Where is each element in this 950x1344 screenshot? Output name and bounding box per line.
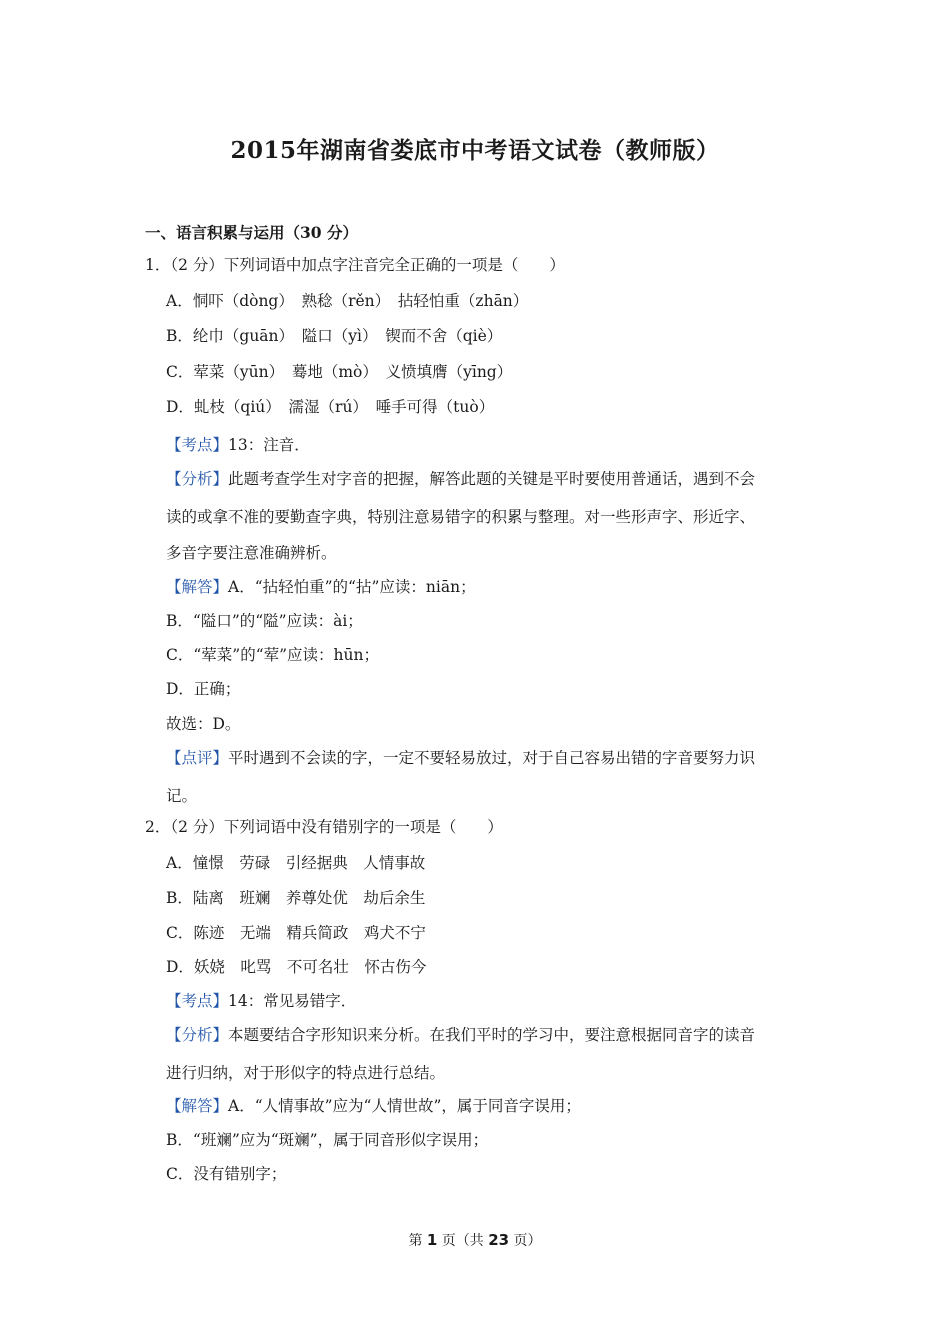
fenxi-tag: 【分析】 bbox=[166, 470, 229, 488]
question-1-option-a: A．恫吓（dòng） 熟稔（rěn） 拈轻怕重（zhān） bbox=[166, 292, 529, 310]
footer-prefix: 第 bbox=[408, 1233, 427, 1249]
question-2-jieda bbox=[166, 1096, 581, 1116]
kaodian-tag: 【考点】 bbox=[166, 436, 229, 454]
question-2-fenxi bbox=[166, 1025, 755, 1045]
page-number: 1 bbox=[426, 1231, 438, 1249]
kaodian-text: 13：注音． bbox=[228, 436, 310, 454]
page-title: 2015年湖南省娄底市中考语文试卷（教师版） bbox=[230, 137, 720, 164]
question-1-dianping-line-2: 记。 bbox=[166, 787, 198, 805]
fenxi-text: 此题考查学生对字音的把握，解答此题的关键是平时要使用普通话，遇到不会 bbox=[228, 470, 756, 488]
jieda-tag: 【解答】 bbox=[166, 578, 229, 596]
footer-middle: 页（共 bbox=[437, 1233, 489, 1249]
question-1-kaodian bbox=[166, 435, 310, 455]
dianping-tag: 【点评】 bbox=[166, 749, 229, 767]
question-1-fenxi-line-2: 读的或拿不准的要勤查字典，特别注意易错字的积累与整理。对一些形声字、形近字、 bbox=[166, 508, 756, 526]
jieda-text: A．“拈轻怕重”的“拈”应读：niān； bbox=[228, 578, 476, 596]
question-2-jieda-line-3: C．没有错别字； bbox=[166, 1165, 287, 1183]
page-footer bbox=[0, 1230, 950, 1250]
footer-suffix: 页） bbox=[509, 1233, 542, 1249]
question-1-fenxi-line-3: 多音字要注意准确辨析。 bbox=[166, 544, 337, 562]
kaodian-tag: 【考点】 bbox=[166, 992, 229, 1010]
question-1-fenxi bbox=[166, 469, 755, 489]
fenxi-tag: 【分析】 bbox=[166, 1026, 229, 1044]
question-1-jieda-line-4: D．正确； bbox=[166, 680, 241, 698]
question-1-stem: 1．（2 分）下列词语中加点字注音完全正确的一项是（ ） bbox=[145, 256, 565, 274]
question-2-option-a: A．憧憬 劳碌 引经据典 人情事故 bbox=[166, 854, 426, 872]
question-1-dianping bbox=[166, 748, 755, 768]
question-1-jieda-line-2: B．“隘口”的“隘”应读：ài； bbox=[166, 612, 363, 630]
jieda-text: A．“人情事故”应为“人情世故”，属于同音字误用； bbox=[228, 1097, 581, 1115]
jieda-tag: 【解答】 bbox=[166, 1097, 229, 1115]
section-heading: 一、语言积累与运用（30 分） bbox=[145, 223, 358, 242]
dianping-text: 平时遇到不会读的字，一定不要轻易放过，对于自己容易出错的字音要努力识 bbox=[228, 749, 756, 767]
question-2-stem: 2．（2 分）下列词语中没有错别字的一项是（ ） bbox=[145, 818, 503, 836]
question-2-option-b: B．陆离 班斓 养尊处优 劫后余生 bbox=[166, 889, 426, 907]
question-2-jieda-line-2: B．“班斓”应为“斑斓”，属于同音形似字误用； bbox=[166, 1131, 489, 1149]
question-1-option-d: D．虬枝（qiú） 濡湿（rú） 唾手可得（tuò） bbox=[166, 398, 495, 416]
question-2-option-d: D．妖娆 叱骂 不可名壮 怀古伤今 bbox=[166, 958, 427, 976]
fenxi-text: 本题要结合字形知识来分析。在我们平时的学习中，要注意根据同音字的读音 bbox=[228, 1026, 756, 1044]
question-2-kaodian bbox=[166, 991, 356, 1011]
question-1-option-c: C．荤菜（yūn） 蓦地（mò） 义愤填膺（yīng） bbox=[166, 363, 513, 381]
question-1-jieda bbox=[166, 577, 476, 597]
question-2-fenxi-line-2: 进行归纳，对于形似字的特点进行总结。 bbox=[166, 1064, 446, 1082]
question-2-option-c: C．陈迹 无端 精兵简政 鸡犬不宁 bbox=[166, 924, 426, 942]
page-total: 23 bbox=[488, 1231, 510, 1249]
question-1-jieda-line-3: C．“荤菜”的“荤”应读：hūn； bbox=[166, 646, 380, 664]
question-1-option-b: B．纶巾（guān） 隘口（yì） 锲而不舍（qiè） bbox=[166, 327, 503, 345]
kaodian-text: 14：常见易错字． bbox=[228, 992, 357, 1010]
question-1-jieda-line-5: 故选：D。 bbox=[166, 715, 241, 733]
